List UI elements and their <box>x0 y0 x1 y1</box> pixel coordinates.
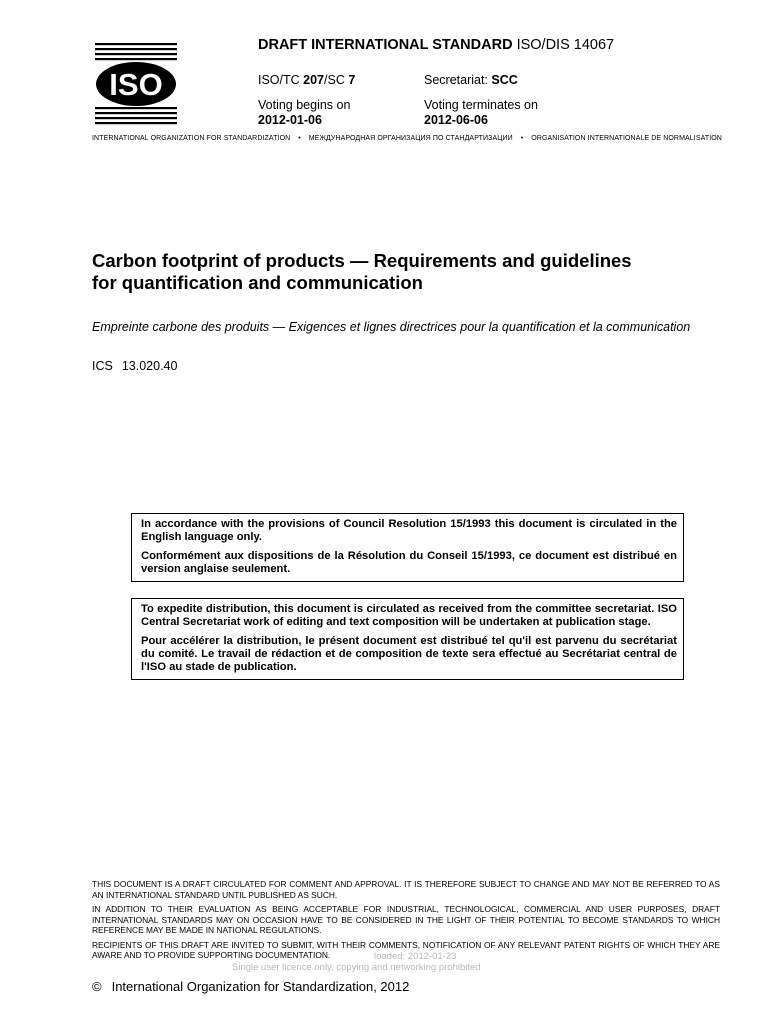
iso-logo-text: ISO <box>109 67 163 102</box>
org-separator: • <box>520 135 524 142</box>
draft-standard-title <box>258 37 614 53</box>
draft-standard-label: DRAFT INTERNATIONAL STANDARD <box>258 37 513 53</box>
document-title: Carbon footprint of products — Requirements and guidelines for quantification and communication <box>92 250 632 293</box>
licence-watermark <box>232 951 532 973</box>
distribution-notice-english: To expedite distribution, this document is circulated as received from the committee secretariat. ISO Central Secretariat work of editing and text composition will be undertaken at publication stage. <box>141 603 677 628</box>
voting-begins-date: 2012-01-06 <box>258 113 322 127</box>
voting-terminates-date: 2012-06-06 <box>424 113 488 127</box>
voting-terminates <box>424 98 538 128</box>
document-title-french: Empreinte carbone des produits — Exigences et lignes directrices pour la quantification et la communication <box>92 320 691 334</box>
language-notice-box <box>131 513 684 582</box>
disclaimer-paragraph: IN ADDITION TO THEIR EVALUATION AS BEING ACCEPTABLE FOR INDUSTRIAL, TECHNOLOGICAL, COMMERCIAL AND USER PURPOSES, DRAFT INTERNATIONAL STANDARDS MAY ON OCCASION HAVE TO BE CONSIDERED IN THE LIGHT OF THEIR POTENTIAL TO BECOME STANDARDS TO WHICH REFERENCE MAY BE MADE IN NATIONAL REGULATIONS. <box>92 904 720 935</box>
ics-code: 13.020.40 <box>121 359 178 373</box>
language-notice-english: In accordance with the provisions of Council Resolution 15/1993 this document is circulated in the English language only. <box>141 518 677 543</box>
committee-ref: ISO/TC 207/SC 7 <box>258 73 356 87</box>
voting-begins-label: Voting begins on <box>258 98 351 112</box>
ics-label: ICS <box>92 359 113 373</box>
copyright-symbol: © <box>92 979 102 994</box>
watermark-licence-text: Single user licence only, copying and networking prohibited <box>232 962 481 973</box>
iso-logo <box>95 43 177 125</box>
copyright-text: International Organization for Standardization, 2012 <box>111 979 410 994</box>
standard-code: ISO/DIS 14067 <box>516 37 615 53</box>
org-name-russian: МЕЖДУНАРОДНАЯ ОРГАНИЗАЦИЯ ПО СТАНДАРТИЗАЦИИ <box>308 135 513 142</box>
voting-begins <box>258 98 350 128</box>
ics-classification <box>92 359 177 373</box>
disclaimer-paragraph: THIS DOCUMENT IS A DRAFT CIRCULATED FOR COMMENT AND APPROVAL. IT IS THEREFORE SUBJECT TO CHANGE AND MAY NOT BE REFERRED TO AS AN INTERNATIONAL STANDARD UNTIL PUBLISHED AS SUCH. <box>92 879 720 900</box>
voting-terminates-label: Voting terminates on <box>424 98 538 112</box>
org-name-english: INTERNATIONAL ORGANIZATION FOR STANDARDIZATION <box>92 135 291 142</box>
org-separator: • <box>298 135 301 142</box>
secretariat: Secretariat: SCC <box>424 73 518 87</box>
watermark-download-date: loaded: 2012-01-23 <box>374 951 457 962</box>
distribution-notice-french: Pour accélérer la distribution, le présent document est distribué tel qu'il est parvenu du secrétariat du comité. Le travail de rédaction et de composition de texte sera effectué au Secrétariat central de l'ISO au stade de publication. <box>141 635 677 673</box>
org-name-french: ORGANISATION INTERNATIONALE DE NORMALISATION <box>531 135 722 142</box>
disclaimer-paragraph: RECIPIENTS OF THIS DRAFT ARE INVITED TO SUBMIT, WITH THEIR COMMENTS, NOTIFICATION OF ANY RELEVANT PATENT RIGHTS OF WHICH THEY ARE AWARE AND TO PROVIDE SUPPORTING DOCUMENTATION. <box>92 939 720 960</box>
distribution-notice-box <box>131 598 684 680</box>
organization-line <box>92 135 722 142</box>
copyright-notice <box>92 979 409 994</box>
language-notice-french: Conformément aux dispositions de la Résolution du Conseil 15/1993, ce document est distribué en version anglaise seulement. <box>141 550 677 575</box>
